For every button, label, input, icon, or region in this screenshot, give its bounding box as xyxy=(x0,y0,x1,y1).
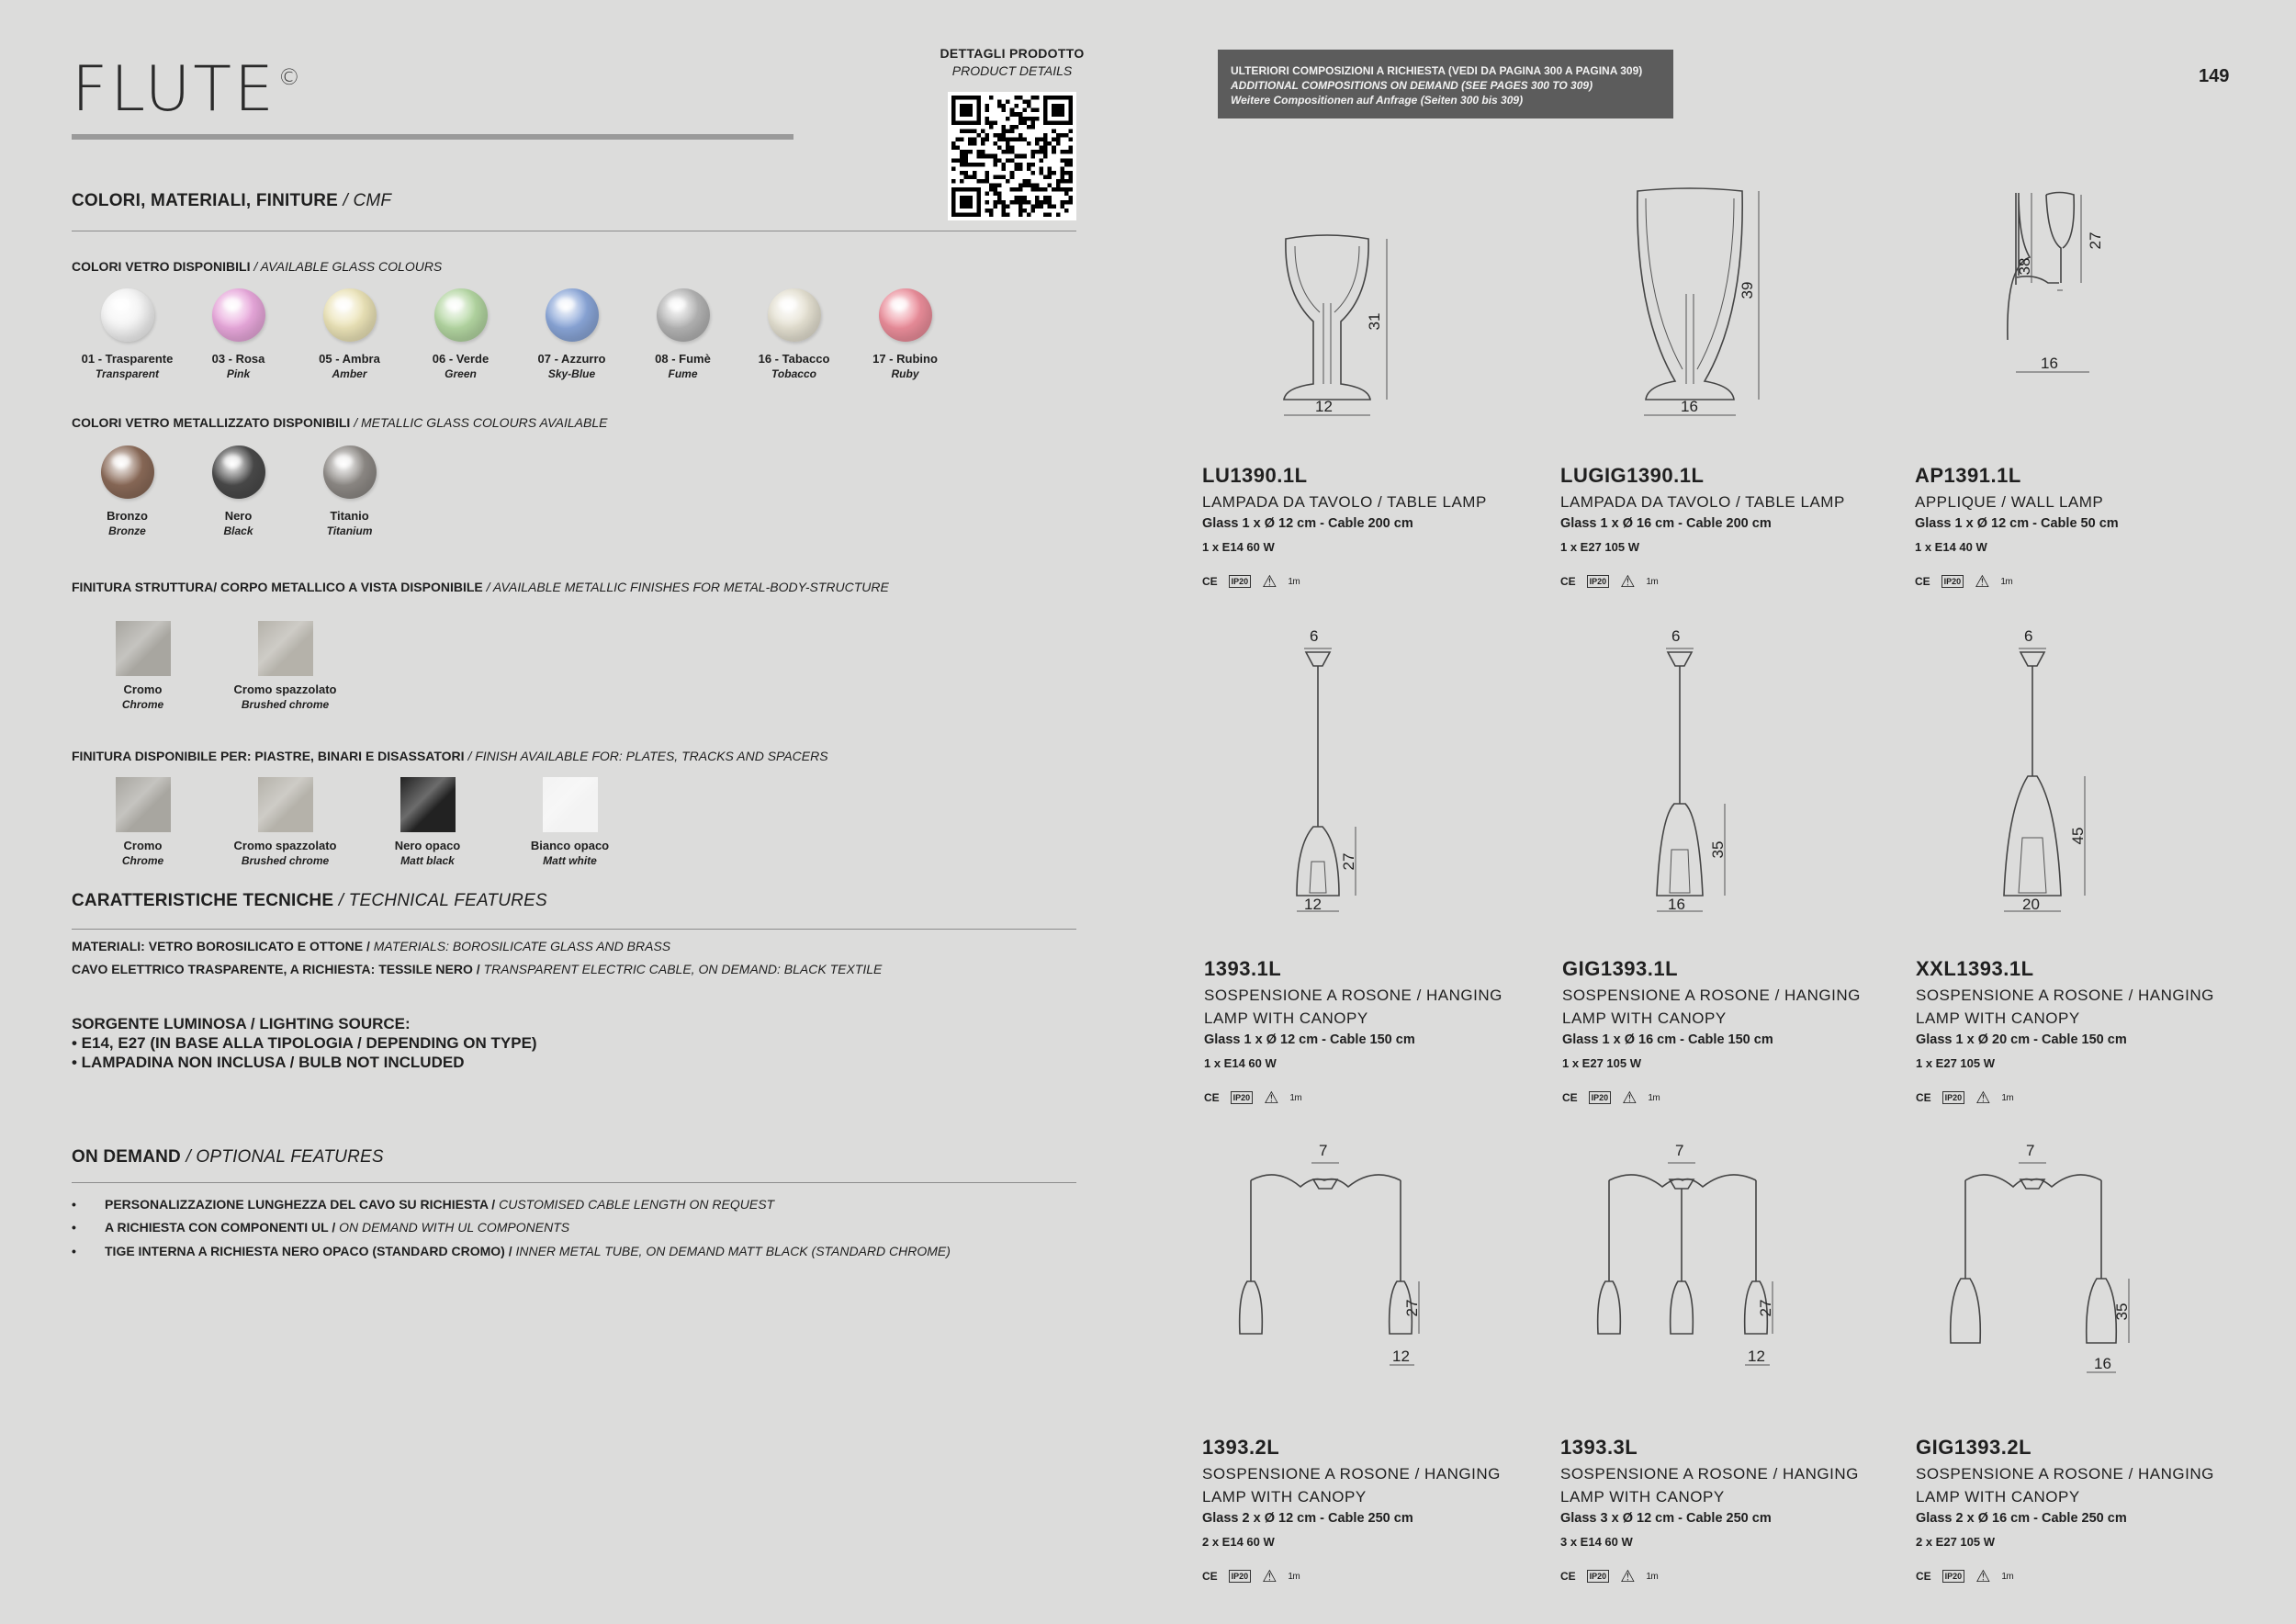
glass-sphere-icon xyxy=(546,288,599,342)
certification-icons xyxy=(1562,1090,1865,1105)
product-bulb: 1 x E27 105 W xyxy=(1560,540,1639,554)
title-rule xyxy=(72,134,793,140)
product-code: XXL1393.1L xyxy=(1916,957,2034,980)
glass-sphere-icon xyxy=(212,288,265,342)
product-bulb: 1 x E27 105 W xyxy=(1916,1056,1995,1070)
certification-icons xyxy=(1560,574,1863,589)
ip20-icon: IP20 xyxy=(1229,575,1252,588)
ondemand-rule xyxy=(72,1182,1076,1183)
finish-swatch xyxy=(72,621,214,713)
ce-mark-icon: CE xyxy=(1916,1570,1931,1583)
product-gig1393-2l xyxy=(1916,1436,2219,1584)
glass-colour-swatches xyxy=(72,288,961,382)
colour-swatch xyxy=(627,288,738,382)
certification-icons xyxy=(1202,1569,1505,1584)
drawing-gig1393-2l-pendant xyxy=(1947,1139,2167,1378)
swatch-label-en: Sky-Blue xyxy=(547,367,596,380)
finish-sample xyxy=(258,621,313,676)
warning-icon: ⚠ xyxy=(1622,1088,1638,1107)
finish-label: Cromo xyxy=(123,682,163,696)
metallic-colour-swatches xyxy=(72,445,405,539)
swatch-label-en: Amber xyxy=(332,367,367,380)
product-bulb: 1 x E14 40 W xyxy=(1915,540,1987,554)
finish-sample xyxy=(543,777,598,832)
ce-mark-icon: CE xyxy=(1915,575,1930,588)
ip20-icon: IP20 xyxy=(1589,1091,1612,1104)
warning-icon: ⚠ xyxy=(1262,1567,1277,1585)
product-bulb: 2 x E14 60 W xyxy=(1202,1535,1275,1549)
dim-w: 16 xyxy=(2094,1355,2111,1372)
product-code: AP1391.1L xyxy=(1915,464,2021,487)
drawing-1393-2l-pendant xyxy=(1231,1139,1451,1378)
swatch-label-en: Titanium xyxy=(326,524,373,537)
product-spec: Glass 1 x Ø 16 cm - Cable 200 cm xyxy=(1560,516,1772,531)
lighting-source-line-2: • LAMPADINA NON INCLUSA / BULB NOT INCLUDED xyxy=(72,1054,465,1071)
warning-icon: ⚠ xyxy=(1262,572,1277,591)
product-spec: Glass 1 x Ø 16 cm - Cable 150 cm xyxy=(1562,1032,1773,1047)
plates-finish-swatches xyxy=(72,777,641,869)
dim-w: 12 xyxy=(1315,398,1333,415)
dim-top: 7 xyxy=(1319,1142,1328,1159)
swatch-label: 16 - Tabacco xyxy=(758,352,830,366)
colour-swatch xyxy=(72,288,183,382)
dim-h: 27 xyxy=(1340,852,1357,871)
swatch-label: 03 - Rosa xyxy=(211,352,265,366)
product-type: LAMPADA DA TAVOLO / TABLE LAMP xyxy=(1560,493,1845,511)
swatch-label-en: Fume xyxy=(668,367,698,380)
certification-icons xyxy=(1916,1090,2219,1105)
finish-swatch xyxy=(214,621,356,713)
finish-label-en: Brushed chrome xyxy=(241,854,330,867)
colour-swatch xyxy=(183,288,294,382)
swatch-label-en: Pink xyxy=(226,367,251,380)
cmf-heading: COLORI, MATERIALI, FINITURE / CMF xyxy=(72,191,392,210)
product-type: APPLIQUE / WALL LAMP xyxy=(1915,493,2104,511)
ce-mark-icon: CE xyxy=(1560,575,1576,588)
colour-swatch xyxy=(294,445,405,539)
product-1393-1l xyxy=(1204,957,1507,1105)
swatch-label-en: Black xyxy=(223,524,253,537)
ce-mark-icon: CE xyxy=(1562,1091,1578,1104)
drawing-xxl1393-1l-pendant xyxy=(1975,625,2158,919)
qr-code-icon xyxy=(951,96,1073,217)
product-spec: Glass 1 x Ø 12 cm - Cable 200 cm xyxy=(1202,516,1413,531)
dim-h: 35 xyxy=(1709,840,1727,859)
product-type: SOSPENSIONE A ROSONE / HANGING LAMP WITH CANOPY xyxy=(1204,987,1503,1027)
swatch-label-en: Ruby xyxy=(891,367,919,380)
colour-swatch xyxy=(72,445,183,539)
metallic-colours-heading: COLORI VETRO METALLIZZATO DISPONIBILI / METALLIC GLASS COLOURS AVAILABLE xyxy=(72,415,608,430)
product-type: SOSPENSIONE A ROSONE / HANGING LAMP WITH CANOPY xyxy=(1560,1465,1859,1506)
distance-1m-icon: 1m xyxy=(1289,1092,1302,1103)
banner-line-de: Weitere Compositionen auf Anfrage (Seiten 300 bis 309) xyxy=(1231,94,1524,107)
glass-sphere-icon xyxy=(434,288,488,342)
drawing-1393-1l-pendant xyxy=(1258,625,1442,919)
glass-colours-heading: COLORI VETRO DISPONIBILI / AVAILABLE GLASS COLOURS xyxy=(72,259,443,274)
warning-icon: ⚠ xyxy=(1975,1567,1991,1585)
tech-materials: MATERIALI: VETRO BOROSILICATO E OTTONE / MATERIALS: BOROSILICATE GLASS AND BRASS xyxy=(72,939,671,953)
distance-1m-icon: 1m xyxy=(2001,1571,2014,1582)
ip20-icon: IP20 xyxy=(1587,575,1610,588)
warning-icon: ⚠ xyxy=(1620,1567,1636,1585)
ce-mark-icon: CE xyxy=(1916,1091,1931,1104)
swatch-label-en: Bronze xyxy=(108,524,146,537)
colour-swatch xyxy=(183,445,294,539)
product-bulb: 1 x E14 60 W xyxy=(1204,1056,1277,1070)
ondemand-item: • A RICHIESTA CON COMPONENTI UL / ON DEMAND WITH UL COMPONENTS xyxy=(72,1220,570,1235)
product-type: SOSPENSIONE A ROSONE / HANGING LAMP WITH CANOPY xyxy=(1916,987,2214,1027)
product-type: SOSPENSIONE A ROSONE / HANGING LAMP WITH CANOPY xyxy=(1916,1465,2214,1506)
product-1393-2l xyxy=(1202,1436,1505,1584)
finish-label-en: Chrome xyxy=(121,854,164,867)
colour-swatch xyxy=(294,288,405,382)
distance-1m-icon: 1m xyxy=(1646,576,1659,587)
glass-sphere-icon xyxy=(212,445,265,499)
product-ap1391-1l xyxy=(1915,464,2218,589)
product-spec: Glass 3 x Ø 12 cm - Cable 250 cm xyxy=(1560,1511,1772,1526)
certification-icons xyxy=(1204,1090,1507,1105)
ip20-icon: IP20 xyxy=(1587,1570,1610,1583)
dim-h: 45 xyxy=(2069,827,2087,845)
qr-label: DETTAGLI PRODOTTO xyxy=(940,46,1085,61)
product-lu1390-1l xyxy=(1202,464,1505,589)
ondemand-item: • TIGE INTERNA A RICHIESTA NERO OPACO (STANDARD CROMO) / INNER METAL TUBE, ON DEMAND MATT BLACK (STANDARD CHROME) xyxy=(72,1244,951,1258)
ondemand-item: • PERSONALIZZAZIONE LUNGHEZZA DEL CAVO SU RICHIESTA / CUSTOMISED CABLE LENGTH ON REQUEST xyxy=(72,1197,775,1212)
dim-h: 39 xyxy=(1739,281,1756,299)
product-code: GIG1393.1L xyxy=(1562,957,1679,980)
structure-finish-swatches xyxy=(72,621,356,713)
finish-sample xyxy=(258,777,313,832)
colour-swatch xyxy=(516,288,627,382)
certification-icons xyxy=(1916,1569,2219,1584)
finish-swatch xyxy=(356,777,499,869)
lighting-source xyxy=(72,1014,537,1072)
product-bulb: 1 x E14 60 W xyxy=(1202,540,1275,554)
swatch-label: Titanio xyxy=(330,509,369,523)
product-code: LUGIG1390.1L xyxy=(1560,464,1705,487)
drawing-lu1390-table-lamp xyxy=(1258,175,1442,423)
finish-label-en: Brushed chrome xyxy=(241,698,330,711)
ip20-icon: IP20 xyxy=(1942,1570,1965,1583)
distance-1m-icon: 1m xyxy=(2000,576,2013,587)
distance-1m-icon: 1m xyxy=(1648,1092,1660,1103)
product-code: 1393.1L xyxy=(1204,957,1282,980)
additional-compositions-banner xyxy=(1218,50,1673,118)
product-bulb: 1 x E27 105 W xyxy=(1562,1056,1641,1070)
certification-icons xyxy=(1915,574,2218,589)
dim-w: 12 xyxy=(1748,1348,1765,1365)
product-code: 1393.2L xyxy=(1202,1436,1280,1459)
swatch-label-en: Tobacco xyxy=(771,367,816,380)
finish-label-en: Chrome xyxy=(121,698,164,711)
swatch-label: 07 - Azzurro xyxy=(537,352,606,366)
ip20-icon: IP20 xyxy=(1942,1091,1965,1104)
finish-label-en: Matt black xyxy=(400,854,455,867)
lighting-source-line-1: • E14, E27 (IN BASE ALLA TIPOLOGIA / DEPENDING ON TYPE) xyxy=(72,1034,537,1052)
banner-line-it: ULTERIORI COMPOSIZIONI A RICHIESTA (VEDI DA PAGINA 300 A PAGINA 309) xyxy=(1231,64,1643,77)
structure-finish-heading: FINITURA STRUTTURA/ CORPO METALLICO A VISTA DISPONIBILE / AVAILABLE METALLIC FINISHES FOR METAL-BODY-STRUCTURE xyxy=(72,580,889,594)
drawing-ap1391-wall-lamp xyxy=(1975,175,2158,386)
glass-sphere-icon xyxy=(657,288,710,342)
colour-swatch xyxy=(405,288,516,382)
swatch-label: 05 - Ambra xyxy=(319,352,380,366)
distance-1m-icon: 1m xyxy=(1288,576,1300,587)
distance-1m-icon: 1m xyxy=(1646,1571,1659,1582)
ce-mark-icon: CE xyxy=(1204,1091,1220,1104)
product-gig1393-1l xyxy=(1562,957,1865,1105)
glass-sphere-icon xyxy=(101,288,154,342)
product-bulb: 3 x E14 60 W xyxy=(1560,1535,1633,1549)
dim-top: 6 xyxy=(1310,627,1319,645)
swatch-label-en: Transparent xyxy=(95,367,160,380)
tech-rule xyxy=(72,929,1076,930)
certification-icons xyxy=(1202,574,1505,589)
finish-sample xyxy=(400,777,456,832)
banner-line-en: ADDITIONAL COMPOSITIONS ON DEMAND (SEE PAGES 300 TO 309) xyxy=(1231,79,1593,92)
drawing-1393-3l-pendant xyxy=(1589,1139,1809,1378)
product-spec: Glass 1 x Ø 12 cm - Cable 50 cm xyxy=(1915,516,2119,531)
swatch-label: 06 - Verde xyxy=(432,352,490,366)
swatch-label-en: Green xyxy=(445,367,477,380)
distance-1m-icon: 1m xyxy=(2001,1092,2014,1103)
page-number: 149 xyxy=(2199,66,2230,86)
warning-icon: ⚠ xyxy=(1264,1088,1279,1107)
ip20-icon: IP20 xyxy=(1231,1091,1254,1104)
swatch-label: 01 - Trasparente xyxy=(81,352,174,366)
dim-h: 31 xyxy=(1366,312,1383,331)
finish-label-en: Matt white xyxy=(543,854,597,867)
finish-swatch xyxy=(214,777,356,869)
product-type: LAMPADA DA TAVOLO / TABLE LAMP xyxy=(1202,493,1487,511)
glass-sphere-icon xyxy=(323,288,377,342)
dim-w: 12 xyxy=(1392,1348,1410,1365)
product-xxl1393-1l xyxy=(1916,957,2219,1105)
finish-label: Bianco opaco xyxy=(530,839,610,852)
product-type: SOSPENSIONE A ROSONE / HANGING LAMP WITH CANOPY xyxy=(1562,987,1861,1027)
swatch-label: Bronzo xyxy=(107,509,148,523)
tech-cable: CAVO ELETTRICO TRASPARENTE, A RICHIESTA: TESSILE NERO / TRANSPARENT ELECTRIC CABLE, ON DEMAND: BLACK TEXTILE xyxy=(72,962,883,976)
glass-sphere-icon xyxy=(323,445,377,499)
warning-icon: ⚠ xyxy=(1975,1088,1991,1107)
distance-1m-icon: 1m xyxy=(1288,1571,1300,1582)
dim-w: 16 xyxy=(2041,355,2058,372)
finish-label: Nero opaco xyxy=(394,839,461,852)
drawing-gig1393-1l-pendant xyxy=(1616,625,1800,919)
swatch-label: 17 - Rubino xyxy=(872,352,938,366)
glass-sphere-icon xyxy=(879,288,932,342)
dim-top: 7 xyxy=(2026,1142,2035,1159)
tech-heading: CARATTERISTICHE TECNICHE / TECHNICAL FEATURES xyxy=(72,891,547,910)
glass-sphere-icon xyxy=(768,288,821,342)
product-details-qr-code[interactable] xyxy=(948,92,1076,220)
colour-swatch xyxy=(850,288,961,382)
ce-mark-icon: CE xyxy=(1202,1570,1218,1583)
qr-label-en: PRODUCT DETAILS xyxy=(951,63,1073,78)
certification-icons xyxy=(1560,1569,1863,1584)
dim-h: 27 xyxy=(1757,1299,1774,1317)
product-spec: Glass 1 x Ø 20 cm - Cable 150 cm xyxy=(1916,1032,2127,1047)
ce-mark-icon: CE xyxy=(1560,1570,1576,1583)
warning-icon: ⚠ xyxy=(1620,572,1636,591)
product-code: LU1390.1L xyxy=(1202,464,1308,487)
dim-w: 20 xyxy=(2022,896,2040,913)
ondemand-heading: ON DEMAND / OPTIONAL FEATURES xyxy=(72,1147,384,1167)
warning-icon: ⚠ xyxy=(1975,572,1990,591)
dim-h2: 38 xyxy=(2016,257,2033,276)
product-lugig1390-1l xyxy=(1560,464,1863,589)
finish-swatch xyxy=(499,777,641,869)
dim-h: 27 xyxy=(2087,231,2104,250)
plates-finish-heading: FINITURA DISPONIBILE PER: PIASTRE, BINARI E DISASSATORI / FINISH AVAILABLE FOR: PLATES, TRACKS AND SPACERS xyxy=(72,749,828,763)
glass-sphere-icon xyxy=(101,445,154,499)
finish-sample xyxy=(116,777,171,832)
dim-w: 16 xyxy=(1668,896,1685,913)
swatch-label: Nero xyxy=(224,509,253,523)
product-code: 1393.3L xyxy=(1560,1436,1638,1459)
finish-label: Cromo xyxy=(123,839,163,852)
product-1393-3l xyxy=(1560,1436,1863,1584)
product-bulb: 2 x E27 105 W xyxy=(1916,1535,1995,1549)
product-spec: Glass 1 x Ø 12 cm - Cable 150 cm xyxy=(1204,1032,1415,1047)
ip20-icon: IP20 xyxy=(1941,575,1964,588)
ce-mark-icon: CE xyxy=(1202,575,1218,588)
product-spec: Glass 2 x Ø 12 cm - Cable 250 cm xyxy=(1202,1511,1413,1526)
dim-top: 7 xyxy=(1675,1142,1684,1159)
collection-title: FLUTE© xyxy=(72,53,303,126)
finish-label: Cromo spazzolato xyxy=(233,839,337,852)
finish-label: Cromo spazzolato xyxy=(233,682,337,696)
dim-top: 6 xyxy=(1671,627,1681,645)
dim-h: 27 xyxy=(1403,1299,1421,1317)
lighting-source-title: SORGENTE LUMINOSA / LIGHTING SOURCE: xyxy=(72,1015,411,1032)
product-spec: Glass 2 x Ø 16 cm - Cable 250 cm xyxy=(1916,1511,2127,1526)
product-code: GIG1393.2L xyxy=(1916,1436,2032,1459)
drawing-lugig1390-table-lamp xyxy=(1616,175,1800,423)
swatch-label: 08 - Fumè xyxy=(655,352,711,366)
finish-swatch xyxy=(72,777,214,869)
dim-w: 12 xyxy=(1304,896,1322,913)
dim-top: 6 xyxy=(2024,627,2033,645)
dim-h: 35 xyxy=(2113,1303,2131,1321)
colour-swatch xyxy=(738,288,850,382)
dim-w: 16 xyxy=(1681,398,1698,415)
product-type: SOSPENSIONE A ROSONE / HANGING LAMP WITH CANOPY xyxy=(1202,1465,1501,1506)
ip20-icon: IP20 xyxy=(1229,1570,1252,1583)
finish-sample xyxy=(116,621,171,676)
